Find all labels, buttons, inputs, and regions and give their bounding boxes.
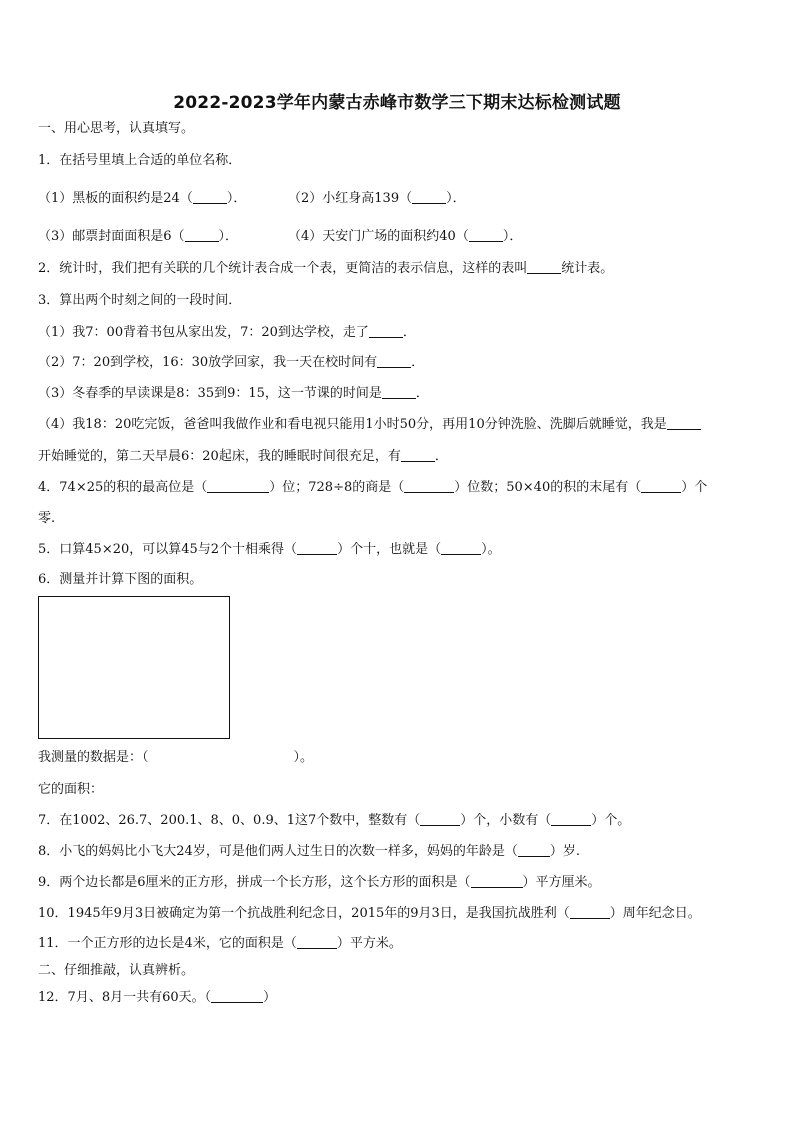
question-6-stem: 6．测量并计算下图的面积。	[38, 572, 203, 587]
question-11: 11．一个正方形的边长是4米，它的面积是（ ）平方米。	[38, 936, 402, 951]
answer-blank[interactable]	[441, 542, 481, 555]
answer-blank[interactable]	[207, 480, 269, 493]
question-2: 2．统计时，我们把有关联的几个统计表合成一个表，更简洁的表示信息，这样的表叫 统计表。	[38, 261, 614, 276]
answer-blank[interactable]	[185, 229, 219, 242]
question-7: 7．在1002、26.7、200.1、8、0、0.9、1这7个数中，整数有（ ）个，小数有（ ）个。	[38, 813, 631, 828]
question-1-part-3: （3）邮票封面面积是6（ ）．	[38, 229, 239, 244]
section-heading-2: 二、仔细推敲，认真辨析。	[38, 963, 195, 978]
question-3-part-4a: （4）我18：20吃完饭，爸爸叫我做作业和看电视只能用1小时50分，再用10分钟洗脸、洗脚后就睡觉，我是	[38, 417, 701, 433]
answer-blank[interactable]	[382, 386, 416, 399]
answer-blank[interactable]	[369, 325, 403, 338]
section-heading-1: 一、用心思考，认真填写。	[38, 121, 195, 136]
question-3-part-4b: 开始睡觉的，第二天早晨6：20起床，我的睡眠时间很充足，有 ．	[38, 449, 448, 464]
answer-blank[interactable]	[193, 191, 227, 204]
page-title: 2022-2023学年内蒙古赤峰市数学三下期末达标检测试题	[173, 93, 621, 113]
question-4-continued: 零.	[38, 511, 56, 526]
answer-blank[interactable]	[551, 813, 591, 826]
answer-blank[interactable]	[641, 480, 681, 493]
answer-blank[interactable]	[412, 191, 446, 204]
answer-blank[interactable]	[570, 906, 610, 919]
answer-blank[interactable]	[471, 875, 523, 888]
answer-blank[interactable]	[420, 813, 460, 826]
question-1-part-2: （2）小红身高139（ ）．	[288, 191, 466, 206]
question-3-part-2: （2）7：20到学校，16：30放学回家，我一天在校时间有 ．	[38, 355, 425, 370]
question-5: 5．口算45×20，可以算45与2个十相乘得（ ）个十，也就是（ ）。	[38, 542, 501, 557]
question-10: 10．1945年9月3日被确定为第一个抗战胜利纪念日，2015年的9月3日，是我国抗战胜利（ ）周年纪念日。	[38, 906, 701, 921]
question-3-part-3: （3）冬春季的早读课是8：35到9：15，这一节课的时间是 ．	[38, 386, 429, 401]
question-1-part-1: （1）黑板的面积约是24（ ）．	[38, 191, 247, 206]
answer-blank[interactable]	[469, 229, 503, 242]
answer-blank[interactable]	[518, 844, 550, 857]
answer-blank[interactable]	[377, 355, 411, 368]
question-6-measure: 我测量的数据是：（ ）。	[38, 750, 314, 765]
question-3-part-1: （1）我7：00背着书包从家出发，7：20到达学校，走了 ．	[38, 325, 416, 340]
answer-blank[interactable]	[297, 936, 337, 949]
answer-blank[interactable]	[527, 261, 561, 274]
question-9: 9．两个边长都是6厘米的正方形，拼成一个长方形，这个长方形的面积是（ ）平方厘米。	[38, 875, 601, 890]
question-4: 4．74×25的积的最高位是（ ）位；728÷8的商是（ ）位数；50×40的积的末尾有（ ）个	[38, 480, 708, 495]
question-1-stem: 1．在括号里填上合适的单位名称．	[38, 153, 242, 168]
question-3-stem: 3．算出两个时刻之间的一段时间．	[38, 293, 242, 308]
question-12: 12．7月、8月一共有60天。（ ）	[38, 990, 277, 1005]
answer-blank[interactable]	[667, 417, 701, 430]
answer-blank[interactable]	[297, 542, 337, 555]
answer-blank[interactable]	[211, 990, 263, 1003]
question-6-area: 它的面积：	[38, 782, 104, 797]
answer-blank[interactable]	[401, 449, 435, 462]
answer-blank[interactable]	[404, 480, 454, 493]
question-1-part-4: （4）天安门广场的面积约40（ ）．	[288, 229, 523, 244]
question-8: 8．小飞的妈妈比小飞大24岁，可是他们两人过生日的次数一样多，妈妈的年龄是（ ）岁.	[38, 844, 580, 859]
rectangle-figure	[38, 596, 230, 739]
